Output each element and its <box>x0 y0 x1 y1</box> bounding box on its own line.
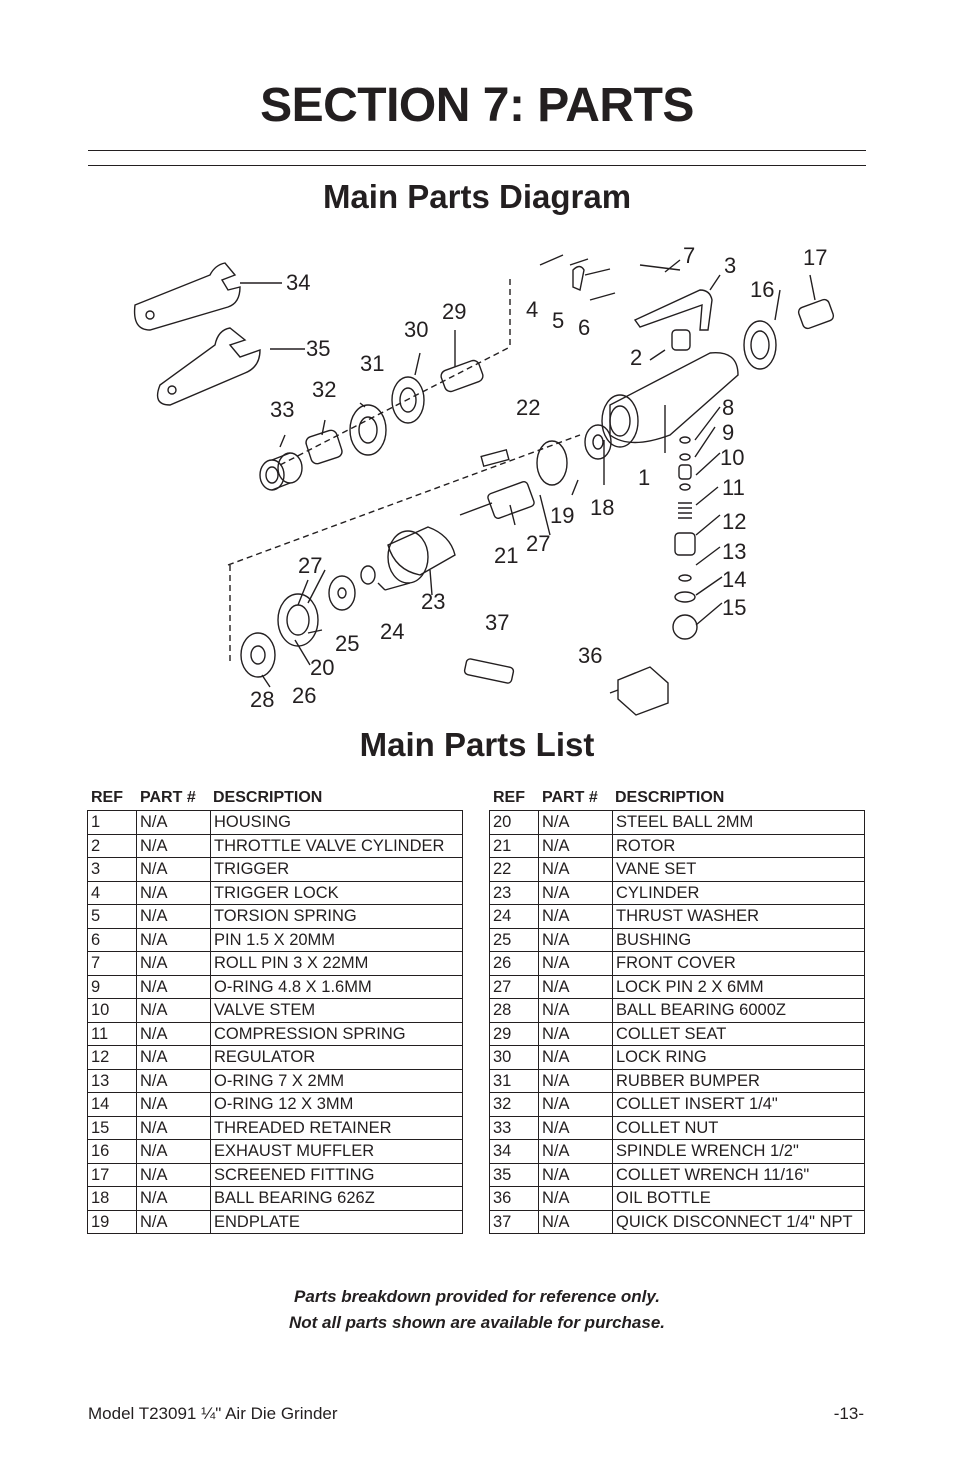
ref-cell: 7 <box>88 952 137 976</box>
parts-diagram <box>110 235 870 725</box>
ref-cell: 13 <box>88 1069 137 1093</box>
table-row <box>88 999 463 1023</box>
ref-cell: 31 <box>490 1069 539 1093</box>
table-row <box>490 1046 865 1070</box>
callout-label: 19 <box>550 503 575 528</box>
quick-disconnect-drawing <box>464 658 514 684</box>
table-header <box>87 786 463 810</box>
ref-cell: 24 <box>490 905 539 929</box>
description-cell: ROTOR <box>613 834 865 858</box>
ref-cell: 15 <box>88 1116 137 1140</box>
ref-cell: 6 <box>88 928 137 952</box>
part-number-cell: N/A <box>539 1116 613 1140</box>
callout-label: 29 <box>442 299 467 324</box>
table-row <box>490 952 865 976</box>
screened-fitting-drawing <box>797 298 835 330</box>
ball-bearing-6000z-drawing <box>241 633 275 677</box>
table-row <box>88 952 463 976</box>
callout-label: 34 <box>286 270 311 295</box>
trigger-drawing <box>635 290 712 330</box>
description-cell: VANE SET <box>613 858 865 882</box>
part-number-cell: N/A <box>137 811 211 835</box>
bearing-626z-drawing <box>585 425 611 459</box>
callout-label: 32 <box>312 377 337 402</box>
rubber-bumper-drawing <box>350 405 386 455</box>
description-cell: COMPRESSION SPRING <box>211 1022 463 1046</box>
description-cell: THROTTLE VALVE CYLINDER <box>211 834 463 858</box>
description-cell: O-RING 7 X 2MM <box>211 1069 463 1093</box>
thrust-washer-drawing <box>361 566 375 584</box>
title-rule-bottom <box>88 165 866 166</box>
table-row <box>88 881 463 905</box>
part-number-cell: N/A <box>539 881 613 905</box>
callout-label: 20 <box>310 655 335 680</box>
part-number-cell: N/A <box>137 834 211 858</box>
rotor-drawing <box>487 481 535 520</box>
callout-label: 18 <box>590 495 615 520</box>
ref-cell: 12 <box>88 1046 137 1070</box>
description-cell: VALVE STEM <box>211 999 463 1023</box>
description-cell: BALL BEARING 6000Z <box>613 999 865 1023</box>
throttle-valve-drawing <box>672 330 690 350</box>
col-part: PART # <box>140 789 196 806</box>
table-row <box>490 1116 865 1140</box>
table-row <box>490 975 865 999</box>
callout-label: 28 <box>250 687 275 712</box>
ref-cell: 30 <box>490 1046 539 1070</box>
ref-cell: 37 <box>490 1210 539 1234</box>
callout-label: 24 <box>380 619 405 644</box>
table-row <box>490 1022 865 1046</box>
description-cell: O-RING 4.8 X 1.6MM <box>211 975 463 999</box>
callout-label: 3 <box>724 253 737 278</box>
callout-label: 14 <box>722 567 747 592</box>
description-cell: RUBBER BUMPER <box>613 1069 865 1093</box>
description-cell: CYLINDER <box>613 881 865 905</box>
part-number-cell: N/A <box>137 928 211 952</box>
callout-label: 13 <box>722 539 747 564</box>
callout-label: 31 <box>360 351 385 376</box>
part-number-cell: N/A <box>539 1069 613 1093</box>
callout-label: 22 <box>516 395 541 420</box>
callout-label: 25 <box>335 631 360 656</box>
part-number-cell: N/A <box>137 1022 211 1046</box>
part-number-cell: N/A <box>137 952 211 976</box>
part-number-cell: N/A <box>137 1046 211 1070</box>
ref-cell: 32 <box>490 1093 539 1117</box>
description-cell: QUICK DISCONNECT 1/4" NPT <box>613 1210 865 1234</box>
ref-cell: 14 <box>88 1093 137 1117</box>
callout-label: 1 <box>638 465 651 490</box>
front-cover-drawing <box>278 594 318 646</box>
ref-cell: 20 <box>490 811 539 835</box>
table-row <box>490 1093 865 1117</box>
description-cell: LOCK PIN 2 X 6MM <box>613 975 865 999</box>
spindle-wrench-drawing <box>135 263 240 330</box>
description-cell: LOCK RING <box>613 1046 865 1070</box>
ref-cell: 23 <box>490 881 539 905</box>
description-cell: STEEL BALL 2MM <box>613 811 865 835</box>
description-cell: SCREENED FITTING <box>211 1163 463 1187</box>
ref-cell: 34 <box>490 1140 539 1164</box>
collet-insert-drawing <box>304 429 343 466</box>
description-cell: COLLET SEAT <box>613 1022 865 1046</box>
ref-cell: 11 <box>88 1022 137 1046</box>
part-number-cell: N/A <box>539 1163 613 1187</box>
part-number-cell: N/A <box>539 1046 613 1070</box>
table-row <box>88 834 463 858</box>
ref-cell: 16 <box>88 1140 137 1164</box>
ref-cell: 19 <box>88 1210 137 1234</box>
endplate-drawing <box>537 441 567 485</box>
callout-label: 33 <box>270 397 295 422</box>
table-row <box>88 905 463 929</box>
bushing-drawing <box>329 576 355 610</box>
ref-cell: 27 <box>490 975 539 999</box>
callout-label: 27 <box>298 553 323 578</box>
table-row <box>88 928 463 952</box>
description-cell: OIL BOTTLE <box>613 1187 865 1211</box>
part-number-cell: N/A <box>137 1187 211 1211</box>
callout-label: 15 <box>722 595 747 620</box>
table-row <box>490 834 865 858</box>
table-row <box>88 1210 463 1234</box>
callout-label: 4 <box>526 297 539 322</box>
description-cell: O-RING 12 X 3MM <box>211 1093 463 1117</box>
description-cell: EXHAUST MUFFLER <box>211 1140 463 1164</box>
part-number-cell: N/A <box>539 1210 613 1234</box>
ref-cell: 25 <box>490 928 539 952</box>
callout-label: 17 <box>803 245 828 270</box>
table-row <box>490 999 865 1023</box>
description-cell: PIN 1.5 X 20MM <box>211 928 463 952</box>
callout-label: 30 <box>404 317 429 342</box>
part-number-cell: N/A <box>539 999 613 1023</box>
ref-cell: 9 <box>88 975 137 999</box>
ref-cell: 5 <box>88 905 137 929</box>
part-number-cell: N/A <box>137 1210 211 1234</box>
table-row <box>88 1046 463 1070</box>
callout-label: 23 <box>421 589 446 614</box>
description-cell: THREADED RETAINER <box>211 1116 463 1140</box>
callout-label: 10 <box>720 445 745 470</box>
ref-cell: 33 <box>490 1116 539 1140</box>
part-number-cell: N/A <box>539 952 613 976</box>
table-row <box>88 1116 463 1140</box>
callout-label: 16 <box>750 277 775 302</box>
vane-set-drawing <box>481 450 509 466</box>
description-cell: SPINDLE WRENCH 1/2" <box>613 1140 865 1164</box>
table-header <box>489 786 865 810</box>
ref-cell: 17 <box>88 1163 137 1187</box>
description-cell: FRONT COVER <box>613 952 865 976</box>
table-row <box>490 1210 865 1234</box>
ref-cell: 21 <box>490 834 539 858</box>
table-row <box>490 881 865 905</box>
footer-model: Model T23091 ¼" Air Die Grinder <box>88 1404 338 1423</box>
part-number-cell: N/A <box>137 1140 211 1164</box>
col-part: PART # <box>542 789 598 806</box>
description-cell: TRIGGER LOCK <box>211 881 463 905</box>
table-row <box>490 858 865 882</box>
callout-label: 11 <box>722 475 745 500</box>
ref-cell: 35 <box>490 1163 539 1187</box>
diagram-callouts <box>250 243 827 712</box>
table-row <box>88 1069 463 1093</box>
page-title: SECTION 7: PARTS <box>260 79 694 132</box>
part-number-cell: N/A <box>137 858 211 882</box>
ref-cell: 22 <box>490 858 539 882</box>
col-description: DESCRIPTION <box>615 789 725 806</box>
callout-label: 35 <box>306 336 331 361</box>
callout-label: 5 <box>552 308 565 333</box>
table-row <box>88 1187 463 1211</box>
table-row <box>88 858 463 882</box>
part-number-cell: N/A <box>539 975 613 999</box>
parts-table-left <box>87 786 463 1234</box>
description-cell: BUSHING <box>613 928 865 952</box>
callout-label: 21 <box>494 543 519 568</box>
part-number-cell: N/A <box>137 1093 211 1117</box>
part-number-cell: N/A <box>137 881 211 905</box>
diagram-heading: Main Parts Diagram <box>322 178 632 215</box>
callout-label: 27 <box>526 531 551 556</box>
part-number-cell: N/A <box>539 905 613 929</box>
table-row <box>490 928 865 952</box>
oil-bottle-drawing <box>618 667 668 715</box>
part-number-cell: N/A <box>137 999 211 1023</box>
ref-cell: 1 <box>88 811 137 835</box>
part-number-cell: N/A <box>539 1093 613 1117</box>
part-number-cell: N/A <box>539 1022 613 1046</box>
exhaust-muffler-drawing <box>744 321 776 369</box>
part-number-cell: N/A <box>539 1187 613 1211</box>
title-rule-top <box>88 150 866 151</box>
table-row <box>490 1069 865 1093</box>
description-cell: COLLET WRENCH 11/16" <box>613 1163 865 1187</box>
callout-label: 12 <box>722 509 747 534</box>
table-row <box>88 1093 463 1117</box>
description-cell: THRUST WASHER <box>613 905 865 929</box>
description-cell: ENDPLATE <box>211 1210 463 1234</box>
part-number-cell: N/A <box>539 811 613 835</box>
col-ref: REF <box>493 789 525 806</box>
description-cell: REGULATOR <box>211 1046 463 1070</box>
ref-cell: 26 <box>490 952 539 976</box>
callout-label: 6 <box>578 315 591 340</box>
table-row <box>88 1163 463 1187</box>
part-number-cell: N/A <box>137 1069 211 1093</box>
description-cell: BALL BEARING 626Z <box>211 1187 463 1211</box>
callout-label: 9 <box>722 420 735 445</box>
ref-cell: 4 <box>88 881 137 905</box>
callout-label: 2 <box>630 345 643 370</box>
callout-label: 26 <box>292 683 317 708</box>
part-number-cell: N/A <box>137 1116 211 1140</box>
part-number-cell: N/A <box>137 975 211 999</box>
table-row <box>490 811 865 835</box>
table-row <box>88 1022 463 1046</box>
col-description: DESCRIPTION <box>213 789 323 806</box>
ref-cell: 3 <box>88 858 137 882</box>
table-row <box>490 1187 865 1211</box>
footer-page-number: -13- <box>833 1404 864 1423</box>
parts-table-right <box>489 786 865 1234</box>
part-number-cell: N/A <box>539 928 613 952</box>
ref-cell: 10 <box>88 999 137 1023</box>
callout-label: 37 <box>485 610 510 635</box>
ref-cell: 2 <box>88 834 137 858</box>
table-row <box>490 905 865 929</box>
callout-label: 8 <box>722 395 735 420</box>
description-cell: COLLET NUT <box>613 1116 865 1140</box>
table-row <box>88 811 463 835</box>
table-row <box>88 975 463 999</box>
part-number-cell: N/A <box>539 834 613 858</box>
table-row <box>490 1163 865 1187</box>
parts-list-heading: Main Parts List <box>359 726 595 763</box>
ref-cell: 29 <box>490 1022 539 1046</box>
description-cell: TORSION SPRING <box>211 905 463 929</box>
description-cell: TRIGGER <box>211 858 463 882</box>
ref-cell: 28 <box>490 999 539 1023</box>
part-number-cell: N/A <box>539 1140 613 1164</box>
reference-note-line2: Not all parts shown are available for purchase. <box>288 1313 665 1332</box>
col-ref: REF <box>91 789 123 806</box>
part-number-cell: N/A <box>539 858 613 882</box>
part-number-cell: N/A <box>137 1163 211 1187</box>
table-row <box>88 1140 463 1164</box>
callout-label: 36 <box>578 643 603 668</box>
description-cell: HOUSING <box>211 811 463 835</box>
callout-label: 7 <box>683 243 696 268</box>
reference-note-line1: Parts breakdown provided for reference only. <box>294 1287 660 1306</box>
part-number-cell: N/A <box>137 905 211 929</box>
description-cell: ROLL PIN 3 X 22MM <box>211 952 463 976</box>
table-row <box>490 1140 865 1164</box>
description-cell: COLLET INSERT 1/4" <box>613 1093 865 1117</box>
ref-cell: 36 <box>490 1187 539 1211</box>
ref-cell: 18 <box>88 1187 137 1211</box>
